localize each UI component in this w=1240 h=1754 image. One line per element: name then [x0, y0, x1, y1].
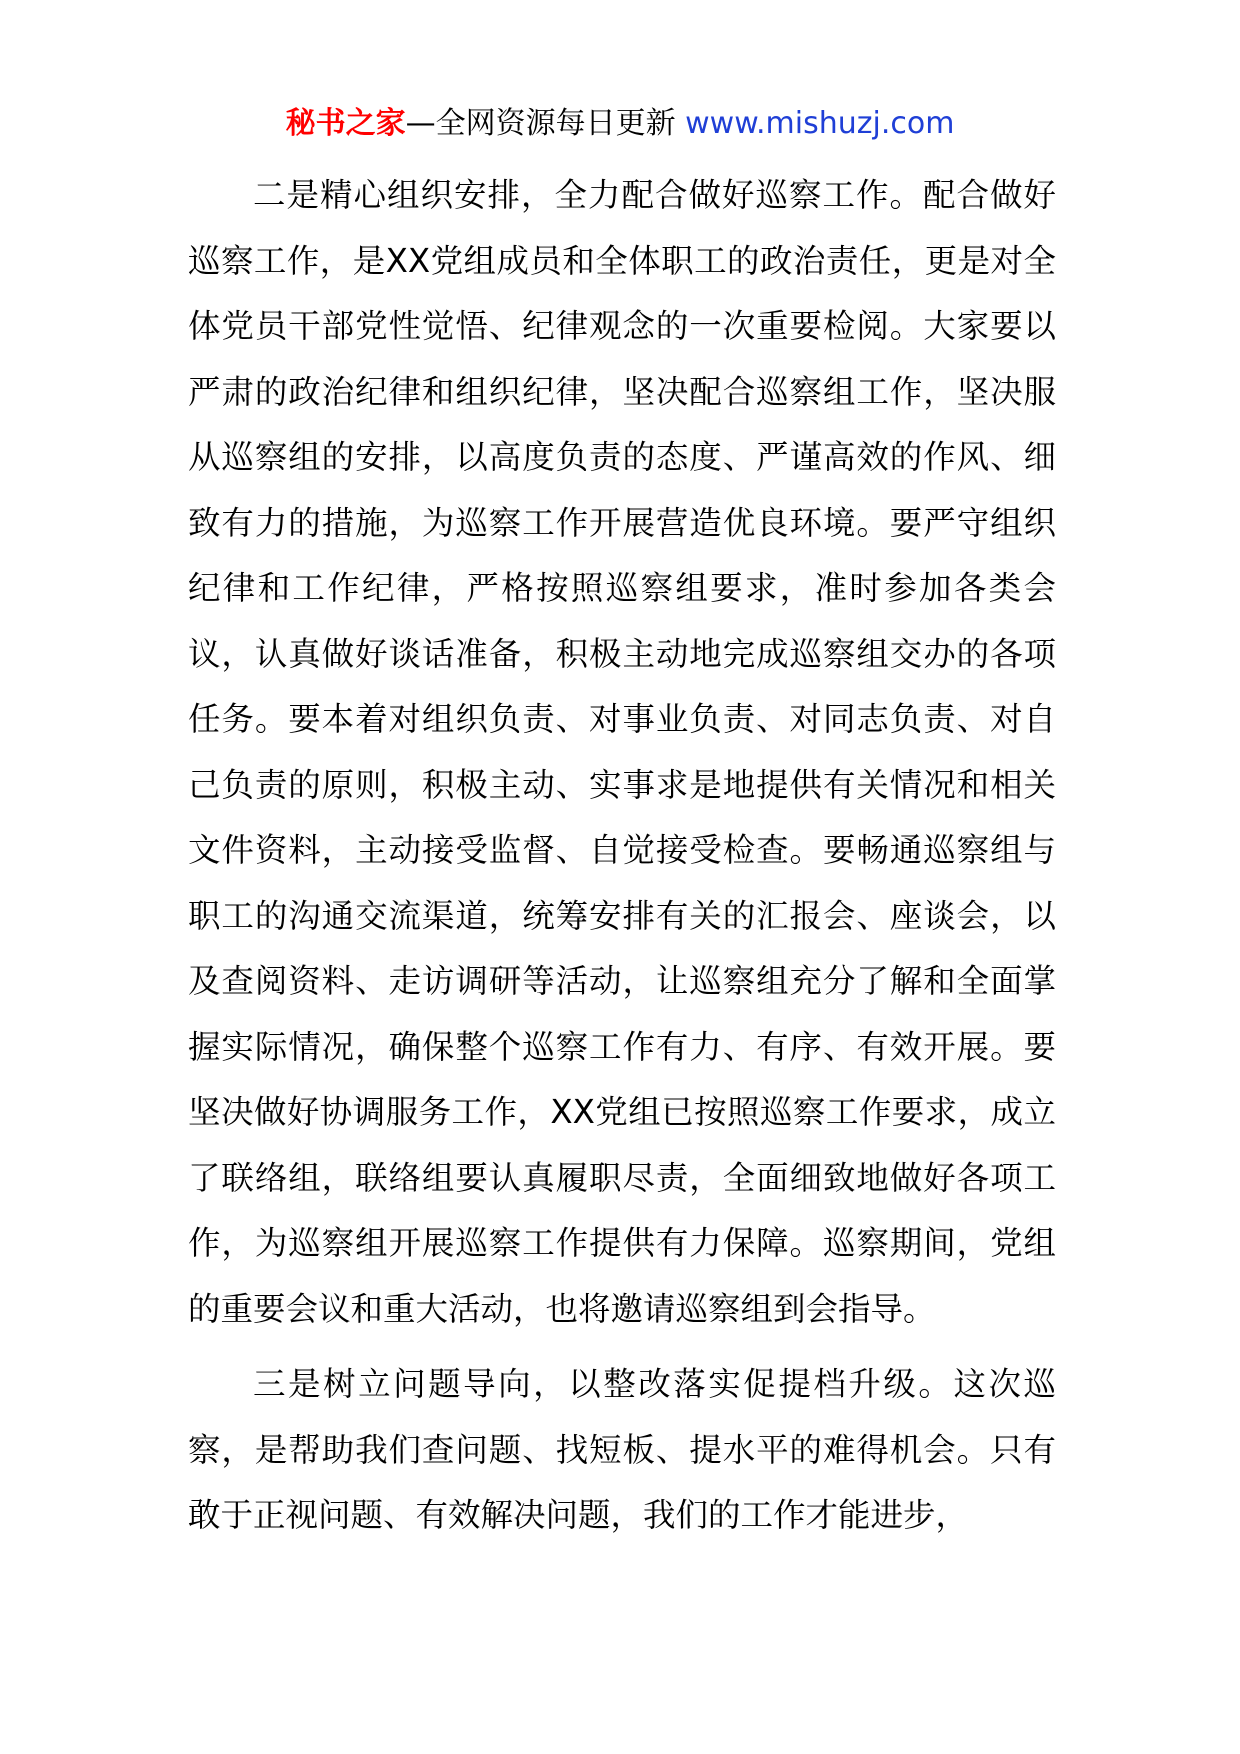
site-name: 秘书之家 [285, 106, 406, 141]
site-url-link[interactable]: www.mishuzj.com [685, 106, 955, 141]
document-body [188, 163, 1056, 1549]
paragraph-3: 三是树立问题导向，以整改落实促提档升级。这次巡察，是帮助我们查问题、找短板、提水平的难得机会。只有敢于正视问题、有效解决问题，我们的工作才能进步， [188, 1365, 1056, 1534]
paragraph-2: 二是精心组织安排，全力配合做好巡察工作。配合做好巡察工作，是XX党组成员和全体职工的政治责任，更是对全体党员干部党性觉悟、纪律观念的一次重要检阅。大家要以严肃的政治纪律和组织纪律，坚决配合巡察组工作，坚决服从巡察组的安排，以高度负责的态度、严谨高效的作风、细致有力的措施，为巡察工作开展营造优良环境。要严守组织纪律和工作纪律，严格按照巡察组要求，准时参加各类会议，认真做好谈话准备，积极主动地完成巡察组交办的各项任务。要本着对组织负责、对事业负责、对同志负责、对自己负责的原则，积极主动、实事求是地提供有关情况和相关文件资料，主动接受监督、自觉接受检查。要畅通巡察组与职工的沟通交流渠道，统筹安排有关的汇报会、座谈会，以及查阅资料、走访调研等活动，让巡察组充分了解和全面掌握实际情况，确保整个巡察工作有力、有序、有效开展。要坚决做好协调服务工作，XX党组已按照巡察工作要求，成立了联络组，联络组要认真履职尽责，全面细致地做好各项工作，为巡察组开展巡察工作提供有力保障。巡察期间，党组的重要会议和重大活动，也将邀请巡察组到会指导。 [188, 176, 1056, 1328]
page-header [0, 104, 1240, 144]
site-tagline: —全网资源每日更新 [405, 106, 676, 141]
